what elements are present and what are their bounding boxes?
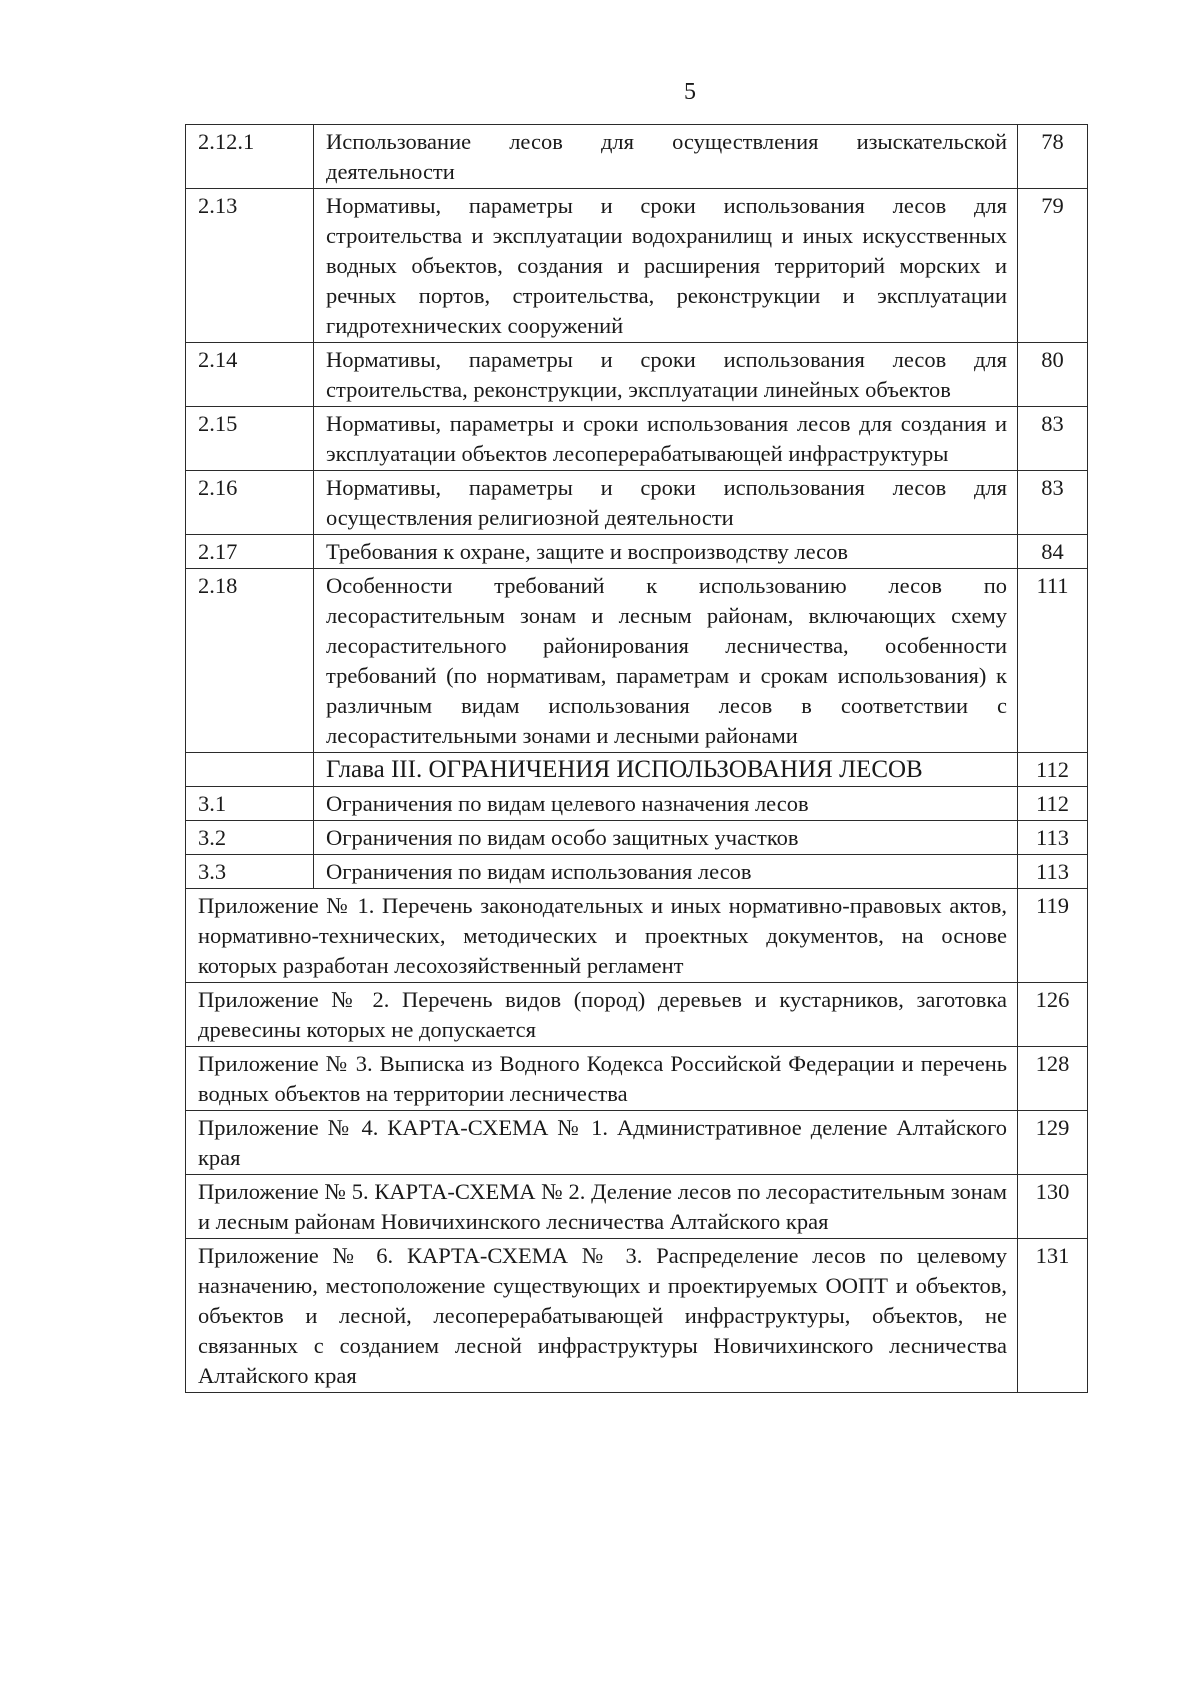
chapter-row [186,753,1088,787]
page-ref: 113 [1018,855,1088,889]
page-ref: 113 [1018,821,1088,855]
toc-row [186,569,1088,753]
chapter-number [186,753,314,787]
page-ref: 78 [1018,125,1088,189]
section-title: Особенности требований к использованию лесов по лесорастительным зонам и лесным районам, включающих схему лесорастительного районирования лесничества, особенности требований (по нормативам, параметрам и срокам использования) к различным видам использования лесов в соответствии с лесорастительными зонами и лесными районами [314,569,1018,753]
section-number: 2.14 [186,343,314,407]
section-title: Ограничения по видам особо защитных участков [314,821,1018,855]
page-ref: 80 [1018,343,1088,407]
table-of-contents [185,124,1088,1393]
section-title: Нормативы, параметры и сроки использования лесов для осуществления религиозной деятельности [314,471,1018,535]
appendix-title: Приложение № 2. Перечень видов (пород) деревьев и кустарников, заготовка древесины которых не допускается [186,983,1018,1047]
page-ref: 131 [1018,1239,1088,1393]
section-number: 2.15 [186,407,314,471]
section-number: 3.2 [186,821,314,855]
toc-row [186,821,1088,855]
appendix-title: Приложение № 1. Перечень законодательных и иных нормативно-правовых актов, нормативно-технических, методических и проектных документов, на основе которых разработан лесохозяйственный регламент [186,889,1018,983]
page-ref: 119 [1018,889,1088,983]
page-ref: 84 [1018,535,1088,569]
section-title: Использование лесов для осуществления изыскательской деятельности [314,125,1018,189]
appendix-row [186,1047,1088,1111]
section-title: Нормативы, параметры и сроки использования лесов для строительства и эксплуатации водохранилищ и иных искусственных водных объектов, создания и расширения территорий морских и речных портов, строительства, реконструкции и эксплуатации гидротехнических сооружений [314,189,1018,343]
section-number: 2.12.1 [186,125,314,189]
appendix-row [186,1175,1088,1239]
toc-row [186,189,1088,343]
appendix-row [186,1239,1088,1393]
page-ref: 126 [1018,983,1088,1047]
toc-row [186,343,1088,407]
section-title: Нормативы, параметры и сроки использования лесов для строительства, реконструкции, эксплуатации линейных объектов [314,343,1018,407]
toc-row [186,855,1088,889]
page-ref: 79 [1018,189,1088,343]
section-number: 2.13 [186,189,314,343]
page-ref: 111 [1018,569,1088,753]
toc-row [186,787,1088,821]
page-ref: 128 [1018,1047,1088,1111]
appendix-title: Приложение № 6. КАРТА-СХЕМА № 3. Распределение лесов по целевому назначению, местоположение существующих и проектируемых ООПТ и объектов, объектов и лесной, лесоперерабатывающей инфраструктуры, объектов, не связанных с созданием лесной инфраструктуры Новичихинского лесничества Алтайского края [186,1239,1018,1393]
section-title: Нормативы, параметры и сроки использования лесов для создания и эксплуатации объектов лесоперерабатывающей инфраструктуры [314,407,1018,471]
section-number: 2.17 [186,535,314,569]
section-number: 2.16 [186,471,314,535]
appendix-row [186,889,1088,983]
appendix-row [186,1111,1088,1175]
appendix-title: Приложение № 3. Выписка из Водного Кодекса Российской Федерации и перечень водных объектов на территории лесничества [186,1047,1018,1111]
section-number: 2.18 [186,569,314,753]
page-ref: 130 [1018,1175,1088,1239]
section-title: Требования к охране, защите и воспроизводству лесов [314,535,1018,569]
appendix-title: Приложение № 5. КАРТА-СХЕМА № 2. Деление лесов по лесорастительным зонам и лесным районам Новичихинского лесничества Алтайского края [186,1175,1018,1239]
toc-row [186,125,1088,189]
toc-row [186,471,1088,535]
chapter-title: Глава III. ОГРАНИЧЕНИЯ ИСПОЛЬЗОВАНИЯ ЛЕСОВ [314,753,1018,787]
page-ref: 83 [1018,407,1088,471]
page-ref: 129 [1018,1111,1088,1175]
section-title: Ограничения по видам целевого назначения лесов [314,787,1018,821]
page-ref: 112 [1018,753,1088,787]
page-number: 5 [684,79,696,105]
section-number: 3.3 [186,855,314,889]
section-number: 3.1 [186,787,314,821]
appendix-row [186,983,1088,1047]
page-ref: 83 [1018,471,1088,535]
toc-row [186,407,1088,471]
page-ref: 112 [1018,787,1088,821]
appendix-title: Приложение № 4. КАРТА-СХЕМА № 1. Административное деление Алтайского края [186,1111,1018,1175]
toc-row [186,535,1088,569]
section-title: Ограничения по видам использования лесов [314,855,1018,889]
